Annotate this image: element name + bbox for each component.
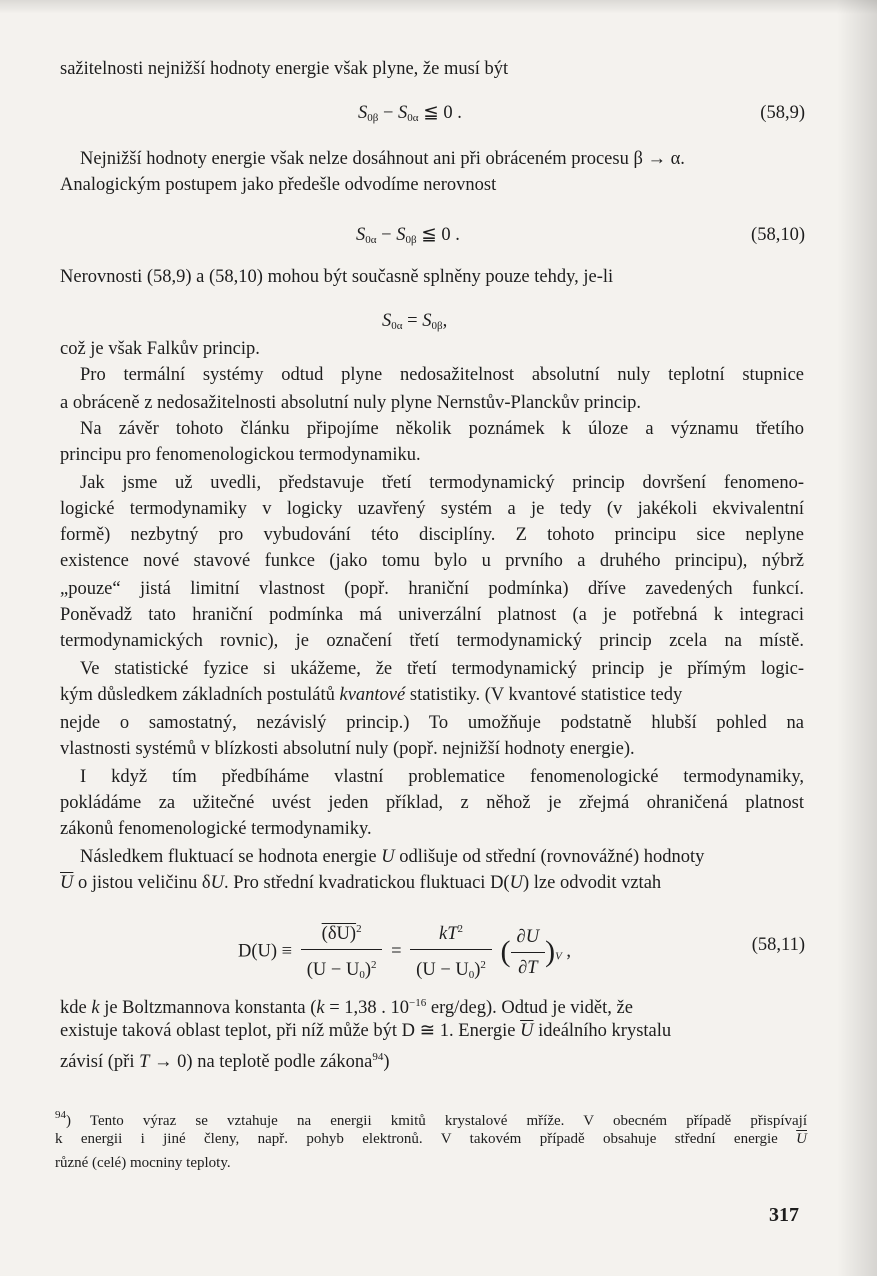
scan-shadow-right	[837, 0, 877, 1276]
footnote-line: různé (celé) mocniny teploty.	[55, 1155, 231, 1171]
text-line: Poněvadž tato hraniční podmínka má univerzální platnost (a je potřebná k integraci	[60, 605, 804, 625]
text-line: Jak jsme už uvedli, představuje třetí termodynamický princip dovršení fenomeno-	[80, 473, 804, 493]
text-line: nejde o samostatný, nezávislý princip.) To umožňuje podstatně hlubší pohled na	[60, 713, 804, 733]
text-line: zákonů fenomenologické termodynamiky.	[60, 819, 372, 839]
equation-number: (58,10)	[751, 225, 805, 245]
footnote-line: $^{94}$) Tento výraz se vztahuje na energii kmitů krystalové mříže. V obecném případě přispívají	[55, 1109, 807, 1129]
text-line: Na závěr tohoto článku připojíme několik poznámek k úloze a významu třetího	[80, 419, 804, 439]
text-line: kým důsledkem základních postulátů kvantové statistiky. (V kvantové statistice tedy	[60, 685, 683, 705]
text-line: Analogickým postupem jako předešle odvodíme nerovnost	[60, 175, 497, 195]
text-line: termodynamických rovnic), je označení třetí termodynamický princip zcela na místě.	[60, 631, 804, 651]
fraction-1: $\frac{(\delta U)^2}{(U - U_0)^2}$	[301, 916, 383, 988]
text-line: existuje taková oblast teplot, při níž může být D ≅ 1. Energie $\overline{U}$ ideálního krystalu	[60, 1021, 672, 1041]
equation-falk: $S_{0\alpha} = S_{0\beta}$,	[382, 311, 448, 332]
text-line: Pro termální systémy odtud plyne nedosažitelnost absolutní nuly teplotní stupnice	[80, 365, 804, 385]
text-line: Nerovnosti (58,9) a (58,10) mohou být současně splněny pouze tehdy, je-li	[60, 267, 614, 287]
text-line: sažitelnosti nejnižší hodnoty energie však plyne, že musí být	[60, 59, 509, 79]
text-line: existence nové stavové funkce (jako tomu bylo u prvního a druhého principu), nýbrž	[60, 551, 804, 571]
equation-number: (58,9)	[760, 103, 805, 123]
footnote-line: k energii i jiné členy, např. pohyb elektronů. V takovém případě obsahuje střední energie $\overline{U}$	[55, 1131, 807, 1147]
equation-58-10: $S_{0\alpha} - S_{0\beta}$ ≦ 0 .	[356, 225, 460, 246]
text-line: Následkem fluktuací se hodnota energie U odlišuje od střední (rovnovážné) hodnoty	[80, 847, 705, 867]
text-line: I když tím předbíháme vlastní problematice fenomenologické termodynamiky,	[80, 767, 804, 787]
partial-derivative: $\frac{\partial U}{\partial T}$	[511, 924, 546, 981]
text-line: vlastnosti systémů v blízkosti absolutní nuly (popř. nejnižší hodnoty energie).	[60, 739, 635, 759]
text-line: a obráceně z nedosažitelnosti absolutní nuly plyne Nernstův-Planckův princip.	[60, 393, 642, 413]
equation-58-11: D(U) ≡ $\frac{(\delta U)^2}{(U - U_0)^2}$ = $\frac{kT^2}{(U - U_0)^2}$ ( $\frac{\partial U}{\partial T}$ )$_V$ ,	[238, 916, 571, 988]
text-line: „pouze“ jistá limitní vlastnost (popř. hraniční podmínka) dříve zavedených funkcí.	[60, 579, 804, 599]
text-line: kde k je Boltzmannova konstanta (k = 1,38 . $10^{-16}$ erg/deg). Odtud je vidět, že	[60, 997, 633, 1018]
text-line: Ve statistické fyzice si ukážeme, že třetí termodynamický princip je přímým logic-	[80, 659, 804, 679]
text-line: závisí (při T → 0) na teplotě podle zákona$^{94}$)	[60, 1051, 390, 1072]
text-line: což je však Falkův princip.	[60, 339, 260, 359]
page-number: 317	[769, 1204, 799, 1226]
text-line: principu pro fenomenologickou termodynamiku.	[60, 445, 421, 465]
fraction-2: $\frac{kT^2}{(U - U_0)^2}$	[410, 916, 492, 988]
equation-58-9: $S_{0\beta} - S_{0\alpha}$ ≦ 0 .	[358, 103, 462, 124]
text-line: $\overline{U}$ o jistou veličinu δU. Pro střední kvadratickou fluktuaci D(U) lze odvodit vztah	[60, 873, 662, 893]
text-line: pokládáme za užitečné uvést jeden příklad, z něhož je zřejmá ohraničená platnost	[60, 793, 804, 813]
scan-shadow-top	[0, 0, 877, 14]
equation-number: (58,11)	[751, 935, 805, 955]
text-line: logické termodynamiky v logicky uzavřený systém a je tedy (v jakékoli ekvivalentní	[60, 499, 804, 519]
emphasis: kvantové	[339, 685, 406, 705]
text-line: Nejnižší hodnoty energie však nelze dosáhnout ani při obráceném procesu β → α.	[80, 149, 685, 169]
text-line: formě) nezbytný pro vybudování této disciplíny. Z tohoto principu sice neplyne	[60, 525, 804, 545]
